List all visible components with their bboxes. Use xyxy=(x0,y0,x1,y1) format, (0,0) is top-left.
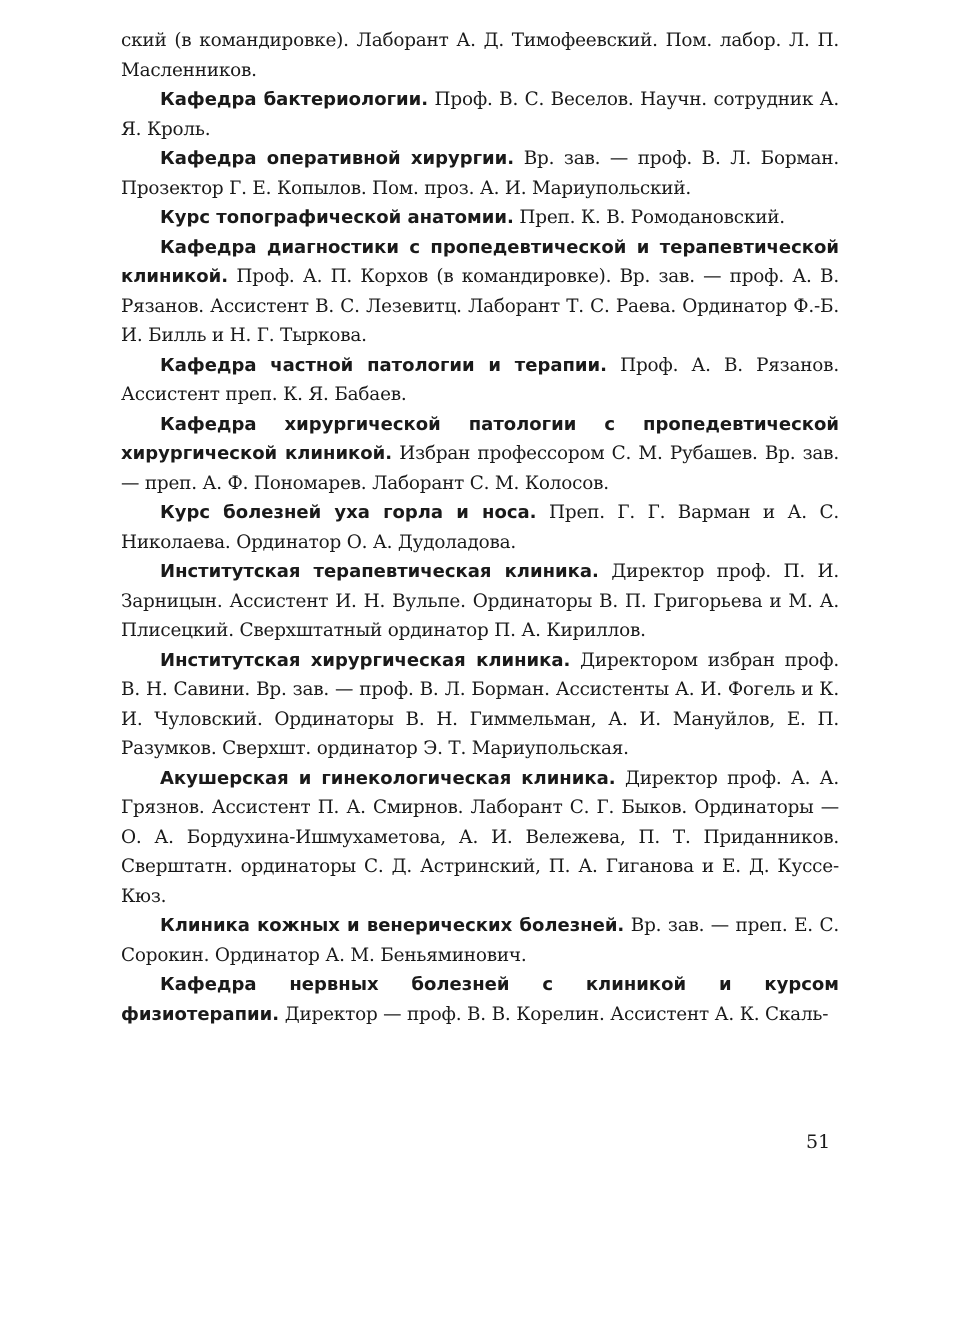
paragraph-heading: Курс болезней уха горла и носа. xyxy=(160,502,537,523)
paragraph-heading: Кафедра диагностики с пропедевтической и терапевтической клиникой. xyxy=(121,236,839,287)
paragraph-text: Проф. А. П. Корхов (в командировке). Вр. зав. — проф. А. В. Рязанов. Ассистент В. С. Лезевитц. Лаборант Т. С. Раева. Ординатор Ф.-Б. И. Билль и Н. Г. Тыркова. xyxy=(121,266,839,346)
paragraph-text: Директор проф. П. И. Зарницын. Ассистент И. Н. Вульпе. Ординаторы В. П. Григорьева и М. А. Плисецкий. Сверхштатный ординатор П. А. Кириллов. xyxy=(121,561,840,641)
paragraph-heading: Кафедра оперативной хирургии. xyxy=(160,148,515,169)
paragraph-heading: Курс топографической анатомии. xyxy=(160,207,514,228)
paragraph-heading: Кафедра частной патологии и терапии. xyxy=(160,354,607,376)
paragraph-heading: Клиника кожных и венерических болезней. xyxy=(160,915,625,936)
paragraph-text: Избран профессором С. М. Рубашев. Вр. зав. — преп. А. Ф. Пономарев. Лаборант С. М. Колосов. xyxy=(121,443,839,494)
paragraph-heading: Акушерская и гинекологическая клиника. xyxy=(160,767,616,789)
paragraph-text: Преп. К. В. Ромодановский. xyxy=(513,207,785,228)
paragraph-text: Директор — проф. В. В. Корелин. Ассистент А. К. Скаль- xyxy=(279,1003,829,1025)
paragraph-heading: Кафедра хирургической патологии с пропедевтической хирургической клиникой. xyxy=(121,413,839,464)
paragraph-heading: Кафедра нервных болезней с клиникой и курсом физиотерапии. xyxy=(121,974,839,1025)
paragraph-10 xyxy=(121,764,839,912)
paragraph-6 xyxy=(121,410,839,499)
paragraph-12 xyxy=(121,970,839,1029)
paragraph-5 xyxy=(121,351,839,410)
page-body xyxy=(121,26,839,1029)
paragraph-heading: Кафедра бактериологии. xyxy=(160,89,429,110)
paragraph-text: Преп. Г. Г. Варман и А. С. Николаева. Ординатор О. А. Дудоладова. xyxy=(121,502,839,553)
page-number: 51 xyxy=(806,1131,831,1153)
paragraph-2 xyxy=(121,144,839,203)
paragraph-1 xyxy=(121,85,839,144)
paragraph-heading: Институтская терапевтическая клиника. xyxy=(160,561,599,582)
paragraph-9 xyxy=(121,646,839,764)
paragraph-text: Проф. В. С. Веселов. Научн. сотрудник А. Я. Кроль. xyxy=(121,89,839,140)
paragraph-text: Вр. зав. — преп. Е. С. Сорокин. Ординатор А. М. Беньяминович. xyxy=(121,915,839,966)
paragraph-0 xyxy=(121,26,839,85)
paragraph-text: Проф. А. В. Рязанов. Ассистент преп. К. Я. Бабаев. xyxy=(121,354,839,405)
paragraph-text: Директором избран проф. В. Н. Савини. Вр. зав. — проф. В. Л. Борман. Ассистенты А. И. Фогель и К. И. Чуловский. Ординаторы В. Н. Гиммельман, А. И. Мануйлов, Е. П. Разумков. Сверхшт. ординатор Э. Т. Мариупольская. xyxy=(121,649,839,759)
paragraph-7 xyxy=(121,498,839,557)
paragraph-text: Директор проф. А. А. Грязнов. Ассистент П. А. Смирнов. Лаборант С. Г. Быков. Ординаторы — О. А. Бордухина-Ишмухаметова, А. И. Вележева, П. Т. Приданников. Сверштатн. ординаторы С. Д. Астринский, П. А. Гиганова и Е. Д. Куссе-Кюз. xyxy=(121,767,839,907)
paragraph-heading: Институтская хирургическая клиника. xyxy=(160,649,571,671)
paragraph-4 xyxy=(121,233,839,351)
paragraph-11 xyxy=(121,911,839,970)
paragraph-text: Вр. зав. — проф. В. Л. Борман. Прозектор Г. Е. Копылов. Пом. проз. А. И. Мариупольский. xyxy=(121,148,839,199)
paragraph-text: ский (в командировке). Лаборант А. Д. Тимофеевский. Пом. лабор. Л. П. Масленников. xyxy=(121,30,839,81)
paragraph-8 xyxy=(121,557,839,646)
paragraph-3 xyxy=(121,203,839,233)
